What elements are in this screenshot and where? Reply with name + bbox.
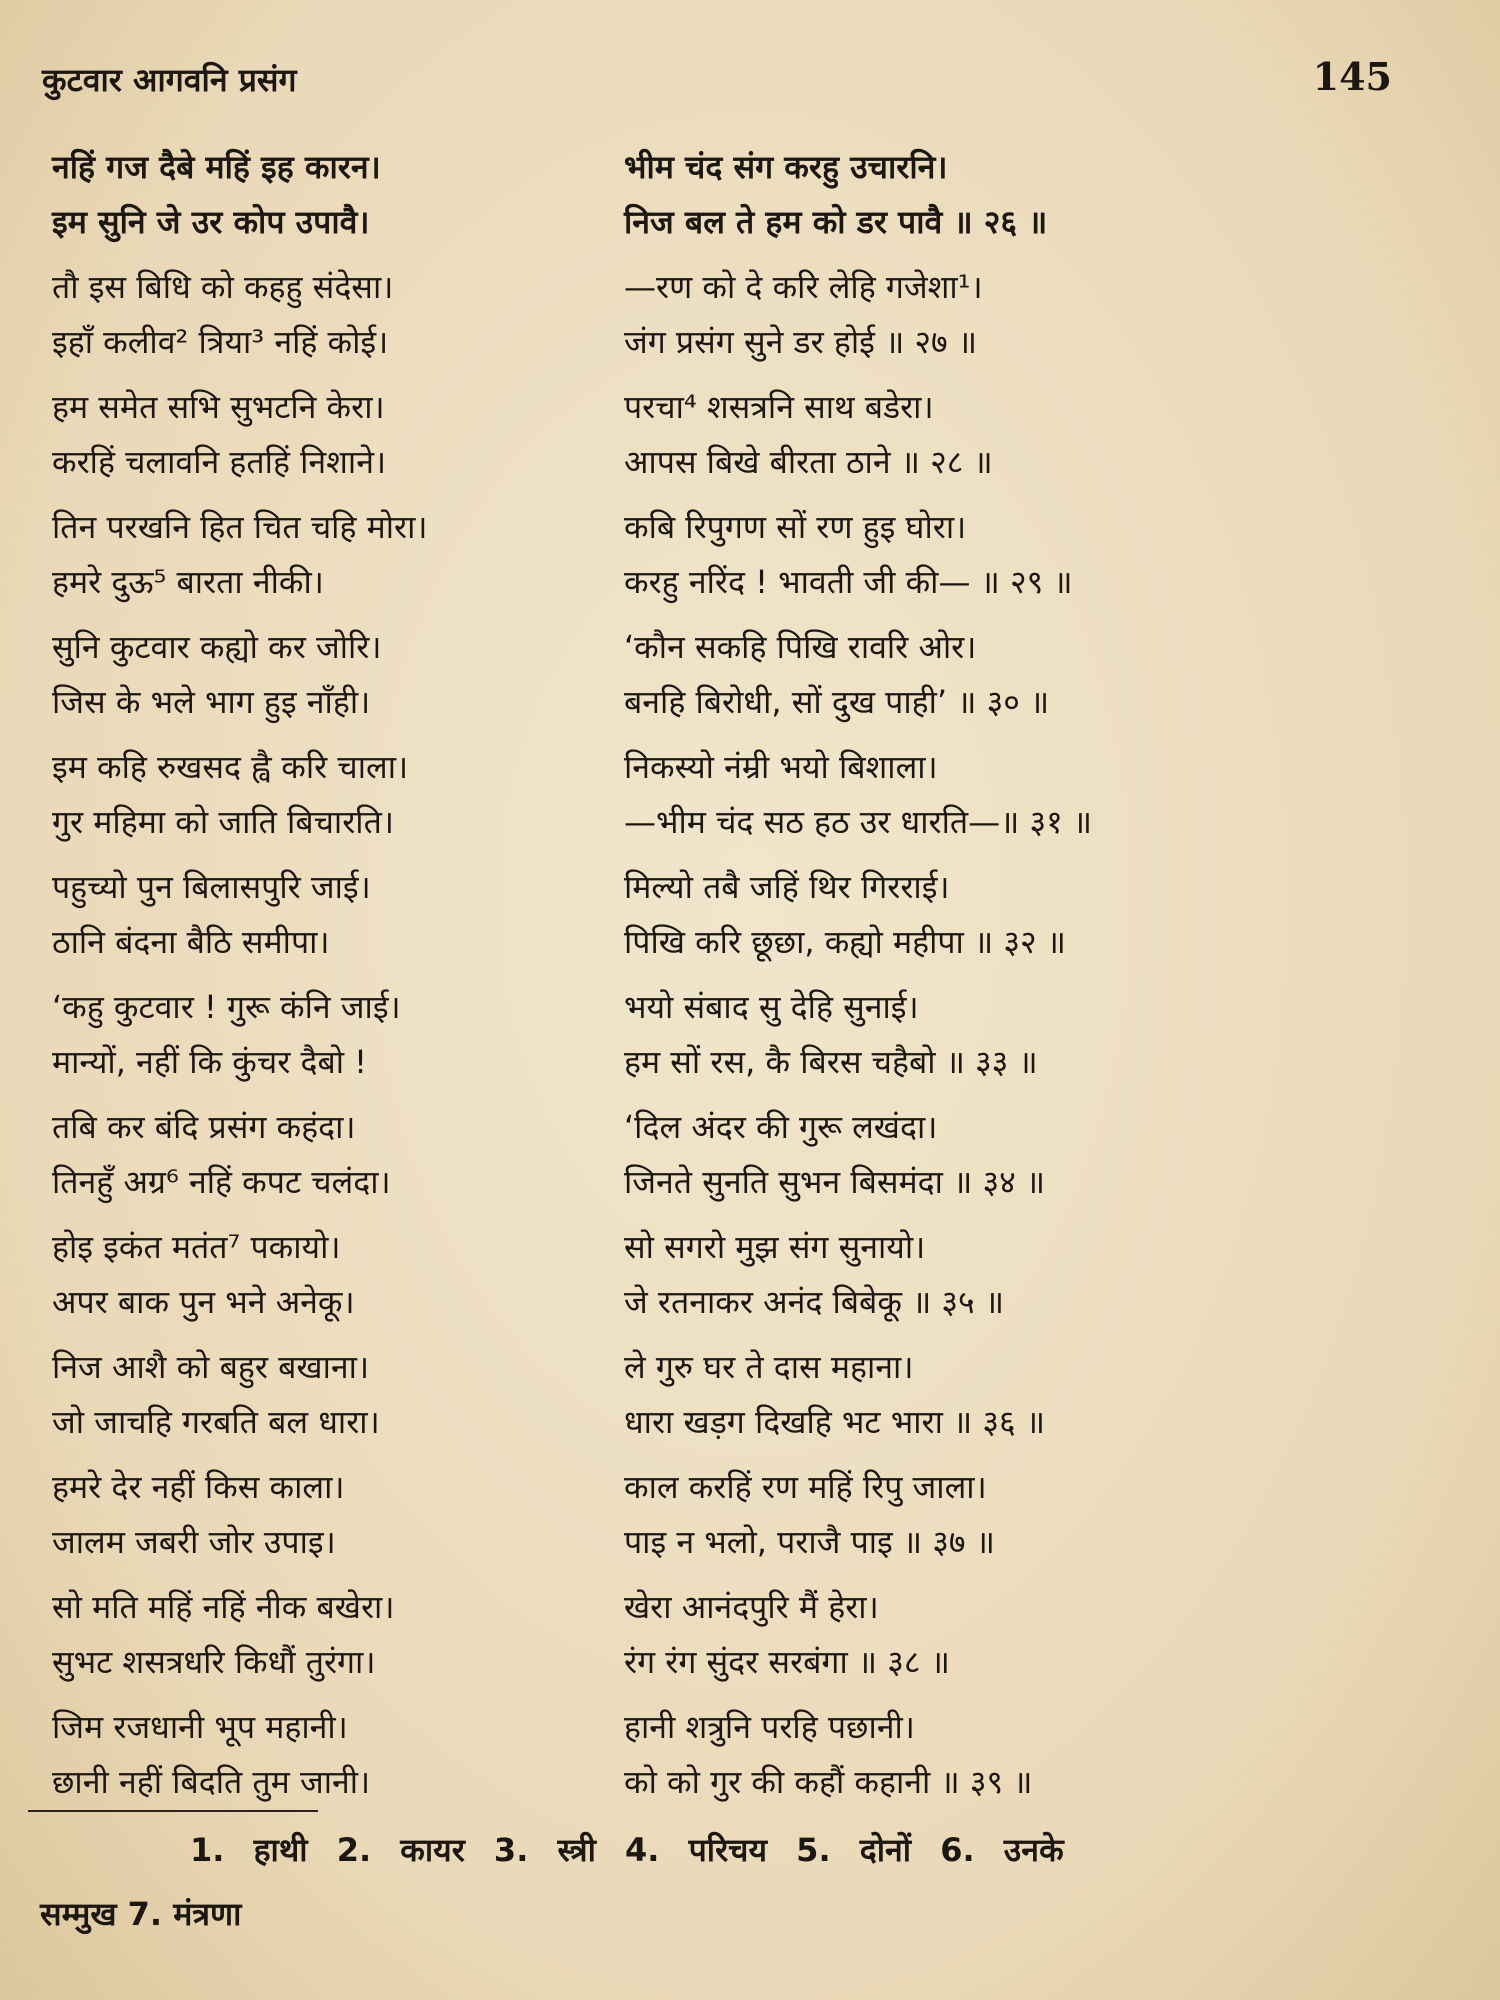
verse-line <box>52 860 1382 915</box>
verse-line <box>52 1580 1382 1635</box>
verse-line <box>52 1220 1382 1275</box>
verse-half-left: अपर बाक पुन भने अनेकू। <box>52 1283 355 1321</box>
verse-line <box>52 1100 1382 1155</box>
verse-half-right: जे रतनाकर अनंद बिबेकू ॥ ३५ ॥ <box>624 1283 1005 1321</box>
verse-half-right: भयो संबाद सु देहि सुनाई। <box>624 988 919 1026</box>
verse-half-left: जिम रजधानी भूप महानी। <box>52 1708 348 1746</box>
verse-couplet <box>52 1580 1382 1690</box>
verse-half-right: ‘दिल अंदर की गुरू लखंदा। <box>624 1108 938 1146</box>
verse-line <box>52 1755 1382 1810</box>
verse-half-left: इम कहि रुखसद ह्वै करि चाला। <box>52 748 409 786</box>
verse-half-right: करहु नरिंद ! भावती जी की— ॥ २९ ॥ <box>624 563 1073 601</box>
verse-line <box>52 140 1382 195</box>
verse-half-left: तौ इस बिधि को कहहु संदेसा। <box>52 268 394 306</box>
verse-half-left: गुर महिमा को जाति बिचारति। <box>52 803 394 841</box>
verse-line <box>52 195 1382 250</box>
verse-line <box>52 795 1382 850</box>
verse-half-left: जो जाचहि गरबति बल धारा। <box>52 1403 380 1441</box>
verse-line <box>52 740 1382 795</box>
verse-couplet <box>52 140 1382 250</box>
verse-half-right: पिखि करि छूछा, कह्यो महीपा ॥ ३२ ॥ <box>624 923 1066 961</box>
verse-couplet <box>52 1460 1382 1570</box>
verse-line <box>52 555 1382 610</box>
verse-couplet <box>52 1340 1382 1450</box>
verse-half-left: सुभट शसत्रधरि किधौं तुरंगा। <box>52 1643 376 1681</box>
verse-line <box>52 915 1382 970</box>
verse-couplet <box>52 1100 1382 1210</box>
verse-couplet <box>52 500 1382 610</box>
verse-half-right: जिनते सुनति सुभन बिसमंदा ॥ ३४ ॥ <box>624 1163 1046 1201</box>
verse-line <box>52 1460 1382 1515</box>
footnotes <box>40 1818 1420 1946</box>
verse-line <box>52 1035 1382 1090</box>
footnote-line: 1. हाथी 2. कायर 3. स्त्री 4. परिचय 5. दोनों 6. उनके <box>190 1831 1064 1869</box>
verse-half-left: मान्यों, नहीं कि कुंचर दैबो ! <box>52 1043 368 1081</box>
verse-half-right: ले गुरु घर ते दास महाना। <box>624 1348 914 1386</box>
verse-half-left: जालम जबरी जोर उपाइ। <box>52 1523 336 1561</box>
verse-half-left: तिन परखनि हित चित चहि मोरा। <box>52 508 428 546</box>
verse-half-right: खेरा आनंदपुरि मैं हेरा। <box>624 1588 879 1626</box>
verse-line <box>52 980 1382 1035</box>
verse-line <box>52 1635 1382 1690</box>
verse-line <box>52 1275 1382 1330</box>
verse-couplet <box>52 260 1382 370</box>
verse-line <box>52 1395 1382 1450</box>
page-number: 145 <box>1312 54 1392 99</box>
verse-half-left: हम समेत सभि सुभटनि केरा। <box>52 388 385 426</box>
verse-half-right: पाइ न भलो, पराजै पाइ ॥ ३७ ॥ <box>624 1523 995 1561</box>
verse-half-right: निकस्यो नंम्री भयो बिशाला। <box>624 748 938 786</box>
verse-half-left: सुनि कुटवार कह्यो कर जोरि। <box>52 628 382 666</box>
verse-half-left: छानी नहीं बिदति तुम जानी। <box>52 1763 371 1801</box>
footnote-line: सम्मुख 7. मंत्रणा <box>40 1895 242 1933</box>
verse-half-left: तबि कर बंदि प्रसंग कहंदा। <box>52 1108 356 1146</box>
verse-half-left: तिनहुँ अग्र⁶ नहिं कपट चलंदा। <box>52 1163 391 1201</box>
verse-line <box>52 675 1382 730</box>
verse-line <box>52 620 1382 675</box>
verse-half-right: को को गुर की कहौं कहानी ॥ ३९ ॥ <box>624 1763 1033 1801</box>
verse-couplet <box>52 1220 1382 1330</box>
verse-half-right: —रण को दे करि लेहि गजेशा¹। <box>624 268 983 306</box>
verse-half-left: होइ इकंत मतंत⁷ पकायो। <box>52 1228 341 1266</box>
verse-line <box>52 1340 1382 1395</box>
page-header <box>42 50 1392 110</box>
verse-half-left: जिस के भले भाग हुइ नाँही। <box>52 683 371 721</box>
verse-line <box>52 500 1382 555</box>
verse-couplet <box>52 1700 1382 1810</box>
verse-line <box>52 260 1382 315</box>
verse-couplet <box>52 620 1382 730</box>
verse-half-right: हानी शत्रुनि परहि पछानी। <box>624 1708 915 1746</box>
verse-half-right: निज बल ते हम को डर पावै ॥ २६ ॥ <box>624 203 1048 241</box>
verse-line <box>52 315 1382 370</box>
verse-half-right: जंग प्रसंग सुने डर होई ॥ २७ ॥ <box>624 323 978 361</box>
verse-half-right: सो सगरो मुझ संग सुनायो। <box>624 1228 926 1266</box>
chapter-title: कुटवार आगवनि प्रसंग <box>42 61 297 99</box>
verse-line <box>52 380 1382 435</box>
verse-half-right: —भीम चंद सठ हठ उर धारति—॥ ३१ ॥ <box>624 803 1093 841</box>
verse-half-right: बनहि बिरोधी, सों दुख पाही’ ॥ ३० ॥ <box>624 683 1050 721</box>
verse-half-left: हमरे दुऊ⁵ बारता नीकी। <box>52 563 324 601</box>
verse-line <box>52 1155 1382 1210</box>
verse-half-right: आपस बिखे बीरता ठाने ॥ २८ ॥ <box>624 443 993 481</box>
verse-half-right: धारा खड़ग दिखहि भट भारा ॥ ३६ ॥ <box>624 1403 1045 1441</box>
verse-half-right: रंग रंग सुंदर सरबंगा ॥ ३८ ॥ <box>624 1643 950 1681</box>
verse-half-right: परचा⁴ शसत्रनि साथ बडेरा। <box>624 388 934 426</box>
verse-half-left: निज आशै को बहुर बखाना। <box>52 1348 370 1386</box>
verse-line <box>52 435 1382 490</box>
verse-body <box>52 140 1382 1810</box>
verse-couplet <box>52 380 1382 490</box>
verse-half-left: ‘कहु कुटवार ! गुरू कंनि जाई। <box>52 988 401 1026</box>
verse-half-left: पहुच्यो पुन बिलासपुरि जाई। <box>52 868 371 906</box>
verse-couplet <box>52 860 1382 970</box>
verse-half-right: काल करहिं रण महिं रिपु जाला। <box>624 1468 987 1506</box>
verse-couplet <box>52 740 1382 850</box>
verse-half-left: हमरे देर नहीं किस काला। <box>52 1468 345 1506</box>
footnote-divider <box>28 1810 318 1812</box>
verse-line <box>52 1700 1382 1755</box>
verse-half-left: सो मति महिं नहिं नीक बखेरा। <box>52 1588 395 1626</box>
verse-half-left: नहिं गज दैबे महिं इह कारन। <box>52 148 381 186</box>
verse-half-left: ठानि बंदना बैठि समीपा। <box>52 923 330 961</box>
verse-half-right: ‘कौन सकहि पिखि रावरि ओर। <box>624 628 977 666</box>
verse-half-right: भीम चंद संग करहु उचारनि। <box>624 148 948 186</box>
verse-half-right: मिल्यो तबै जहिं थिर गिरराई। <box>624 868 950 906</box>
verse-line <box>52 1515 1382 1570</box>
verse-half-right: कबि रिपुगण सों रण हुइ घोरा। <box>624 508 967 546</box>
verse-half-left: इहाँ कलीव² त्रिया³ नहिं कोई। <box>52 323 389 361</box>
verse-half-left: इम सुनि जे उर कोप उपावै। <box>52 203 370 241</box>
verse-half-left: करहिं चलावनि हतहिं निशाने। <box>52 443 387 481</box>
verse-couplet <box>52 980 1382 1090</box>
verse-half-right: हम सों रस, कै बिरस चहैबो ॥ ३३ ॥ <box>624 1043 1038 1081</box>
